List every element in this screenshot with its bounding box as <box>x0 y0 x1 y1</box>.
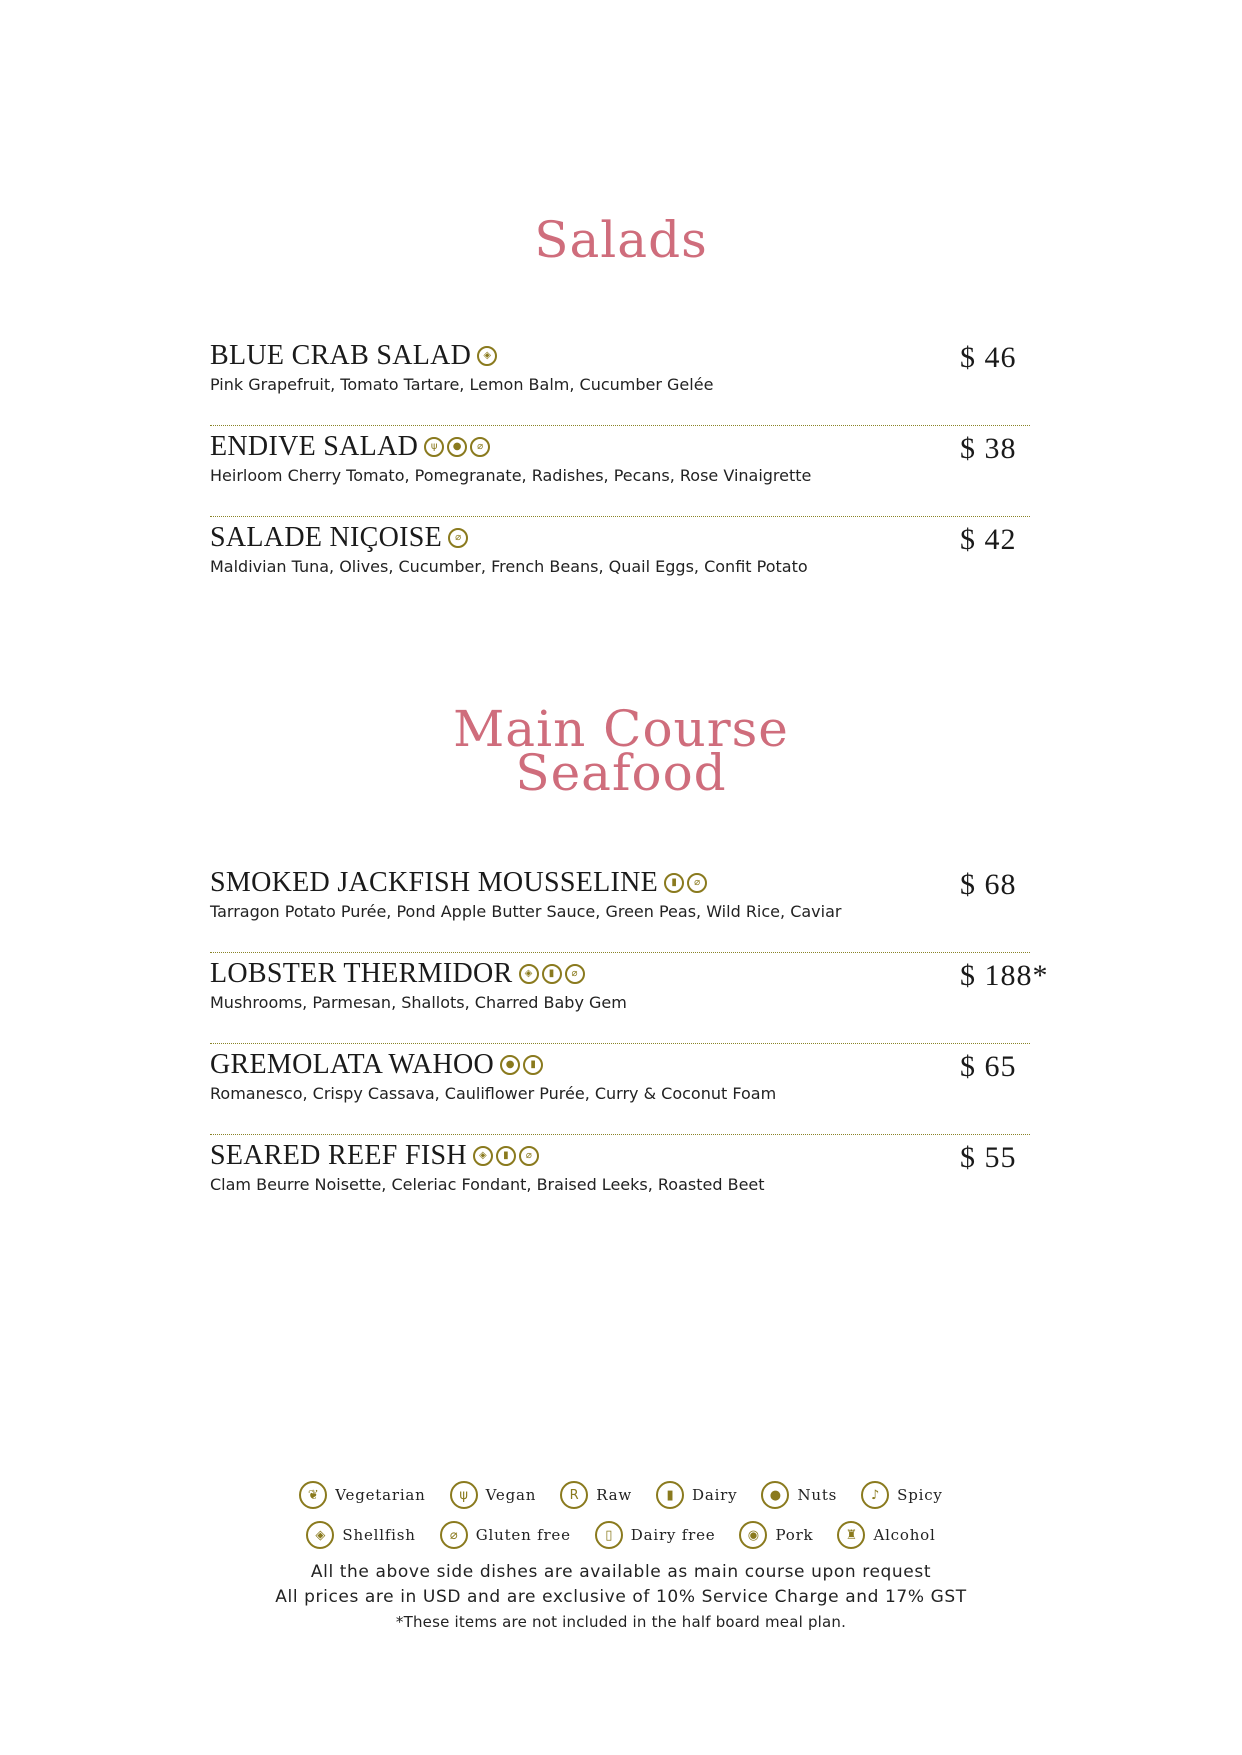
dish-description: Romanesco, Crispy Cassava, Cauliflower Purée, Curry & Coconut Foam <box>210 1084 777 1103</box>
dish-icons <box>477 346 497 366</box>
alcohol-icon: ♜ <box>837 1521 865 1549</box>
legend-item-vegetarian <box>299 1481 425 1509</box>
legend-label: Alcohol <box>873 1526 936 1544</box>
dish-name: LOBSTER THERMIDOR <box>210 958 513 989</box>
dish-price: $ 42 <box>960 523 1017 556</box>
legend-item-pork <box>739 1521 813 1549</box>
legend-label: Vegan <box>485 1486 537 1504</box>
dish-price: $ 188* <box>960 959 1049 992</box>
dairy-icon: ▮ <box>523 1055 543 1075</box>
gluten-free-icon: ⌀ <box>470 437 490 457</box>
legend-label: Dairy free <box>630 1526 716 1544</box>
legend-row <box>0 1475 1242 1515</box>
legend-label: Raw <box>596 1486 633 1504</box>
gluten-free-icon: ⌀ <box>565 964 585 984</box>
salads-list <box>210 335 1030 608</box>
gluten-free-icon: ⌀ <box>448 528 468 548</box>
gluten-free-icon: ⌀ <box>440 1521 468 1549</box>
dish-icons <box>500 1055 543 1075</box>
vegan-icon: ψ <box>450 1481 478 1509</box>
dish-description: Heirloom Cherry Tomato, Pomegranate, Radishes, Pecans, Rose Vinaigrette <box>210 466 812 485</box>
pork-icon: ◉ <box>739 1521 767 1549</box>
shellfish-icon: ◈ <box>306 1521 334 1549</box>
dish-price: $ 46 <box>960 341 1017 374</box>
dairy-icon: ▮ <box>496 1146 516 1166</box>
menu-item-blue-crab-salad <box>210 335 1030 426</box>
vegan-icon: ψ <box>424 437 444 457</box>
dish-icons <box>424 437 490 457</box>
legend-item-dairy <box>656 1481 737 1509</box>
spicy-icon: ♪ <box>861 1481 889 1509</box>
dairy-free-icon: ▯ <box>595 1521 623 1549</box>
dish-name: ENDIVE SALAD <box>210 431 419 462</box>
legend-label: Vegetarian <box>335 1486 426 1504</box>
gluten-free-icon: ⌀ <box>519 1146 539 1166</box>
dish-description: Pink Grapefruit, Tomato Tartare, Lemon Balm, Cucumber Gelée <box>210 375 714 394</box>
section-title-salads: Salads <box>534 211 708 269</box>
shellfish-icon: ◈ <box>477 346 497 366</box>
legend-item-spicy <box>861 1481 943 1509</box>
vegetarian-icon: ❦ <box>299 1481 327 1509</box>
menu-item-gremolata-wahoo <box>210 1044 1030 1135</box>
nuts-icon: ● <box>500 1055 520 1075</box>
legend-item-alcohol <box>837 1521 935 1549</box>
menu-item-endive-salad <box>210 426 1030 517</box>
section-title-line1: Main Course <box>453 700 789 758</box>
section-title-main-course <box>0 700 1242 802</box>
gluten-free-icon: ⌀ <box>687 873 707 893</box>
dish-icons <box>519 964 585 984</box>
dish-description: Tarragon Potato Purée, Pond Apple Butter Sauce, Green Peas, Wild Rice, Caviar <box>210 902 842 921</box>
dish-name: SALADE NIÇOISE <box>210 522 443 553</box>
legend-row <box>0 1515 1242 1555</box>
dish-name: BLUE CRAB SALAD <box>210 340 472 371</box>
dish-icons <box>448 528 468 548</box>
legend-label: Pork <box>775 1526 814 1544</box>
dietary-legend <box>0 1475 1242 1555</box>
legend-label: Dairy <box>692 1486 738 1504</box>
dish-icons <box>473 1146 539 1166</box>
footnotes <box>0 1560 1242 1635</box>
legend-label: Gluten free <box>475 1526 571 1544</box>
section-title-line2: Seafood <box>515 744 727 802</box>
dish-name: GREMOLATA WAHOO <box>210 1049 495 1080</box>
legend-item-dairy-free <box>595 1521 716 1549</box>
menu-item-smoked-jackfish-mousseline <box>210 862 1030 953</box>
raw-icon: R <box>560 1481 588 1509</box>
seafood-list <box>210 862 1049 1226</box>
menu-item-seared-reef-fish <box>210 1135 1030 1226</box>
dish-description: Mushrooms, Parmesan, Shallots, Charred Baby Gem <box>210 993 627 1012</box>
dairy-icon: ▮ <box>542 964 562 984</box>
shellfish-icon: ◈ <box>473 1146 493 1166</box>
legend-label: Shellfish <box>342 1526 416 1544</box>
legend-item-shellfish <box>306 1521 415 1549</box>
nuts-icon: ● <box>761 1481 789 1509</box>
legend-label: Spicy <box>897 1486 943 1504</box>
legend-label: Nuts <box>797 1486 838 1504</box>
dish-price: $ 38 <box>960 432 1017 465</box>
dairy-icon: ▮ <box>656 1481 684 1509</box>
shellfish-icon: ◈ <box>519 964 539 984</box>
dish-name: SMOKED JACKFISH MOUSSELINE <box>210 867 659 898</box>
dish-description: Maldivian Tuna, Olives, Cucumber, French Beans, Quail Eggs, Confit Potato <box>210 557 808 576</box>
dish-price: $ 68 <box>960 868 1017 901</box>
dairy-icon: ▮ <box>664 873 684 893</box>
legend-item-nuts <box>761 1481 837 1509</box>
nuts-icon: ● <box>447 437 467 457</box>
menu-item-lobster-thermidor <box>210 953 1049 1044</box>
footnote-half-board: *These items are not included in the half board meal plan. <box>395 1613 847 1631</box>
dish-name: SEARED REEF FISH <box>210 1140 467 1171</box>
footnote-side-dishes: All the above side dishes are available as main course upon request <box>310 1562 932 1582</box>
legend-item-gluten-free <box>440 1521 571 1549</box>
legend-item-vegan <box>450 1481 537 1509</box>
dish-description: Clam Beurre Noisette, Celeriac Fondant, Braised Leeks, Roasted Beet <box>210 1175 765 1194</box>
dish-price: $ 65 <box>960 1050 1017 1083</box>
footnote-prices: All prices are in USD and are exclusive of 10% Service Charge and 17% GST <box>275 1587 967 1607</box>
legend-item-raw <box>560 1481 632 1509</box>
menu-item-salade-nicoise <box>210 517 1030 608</box>
dish-price: $ 55 <box>960 1141 1017 1174</box>
dish-icons <box>664 873 707 893</box>
